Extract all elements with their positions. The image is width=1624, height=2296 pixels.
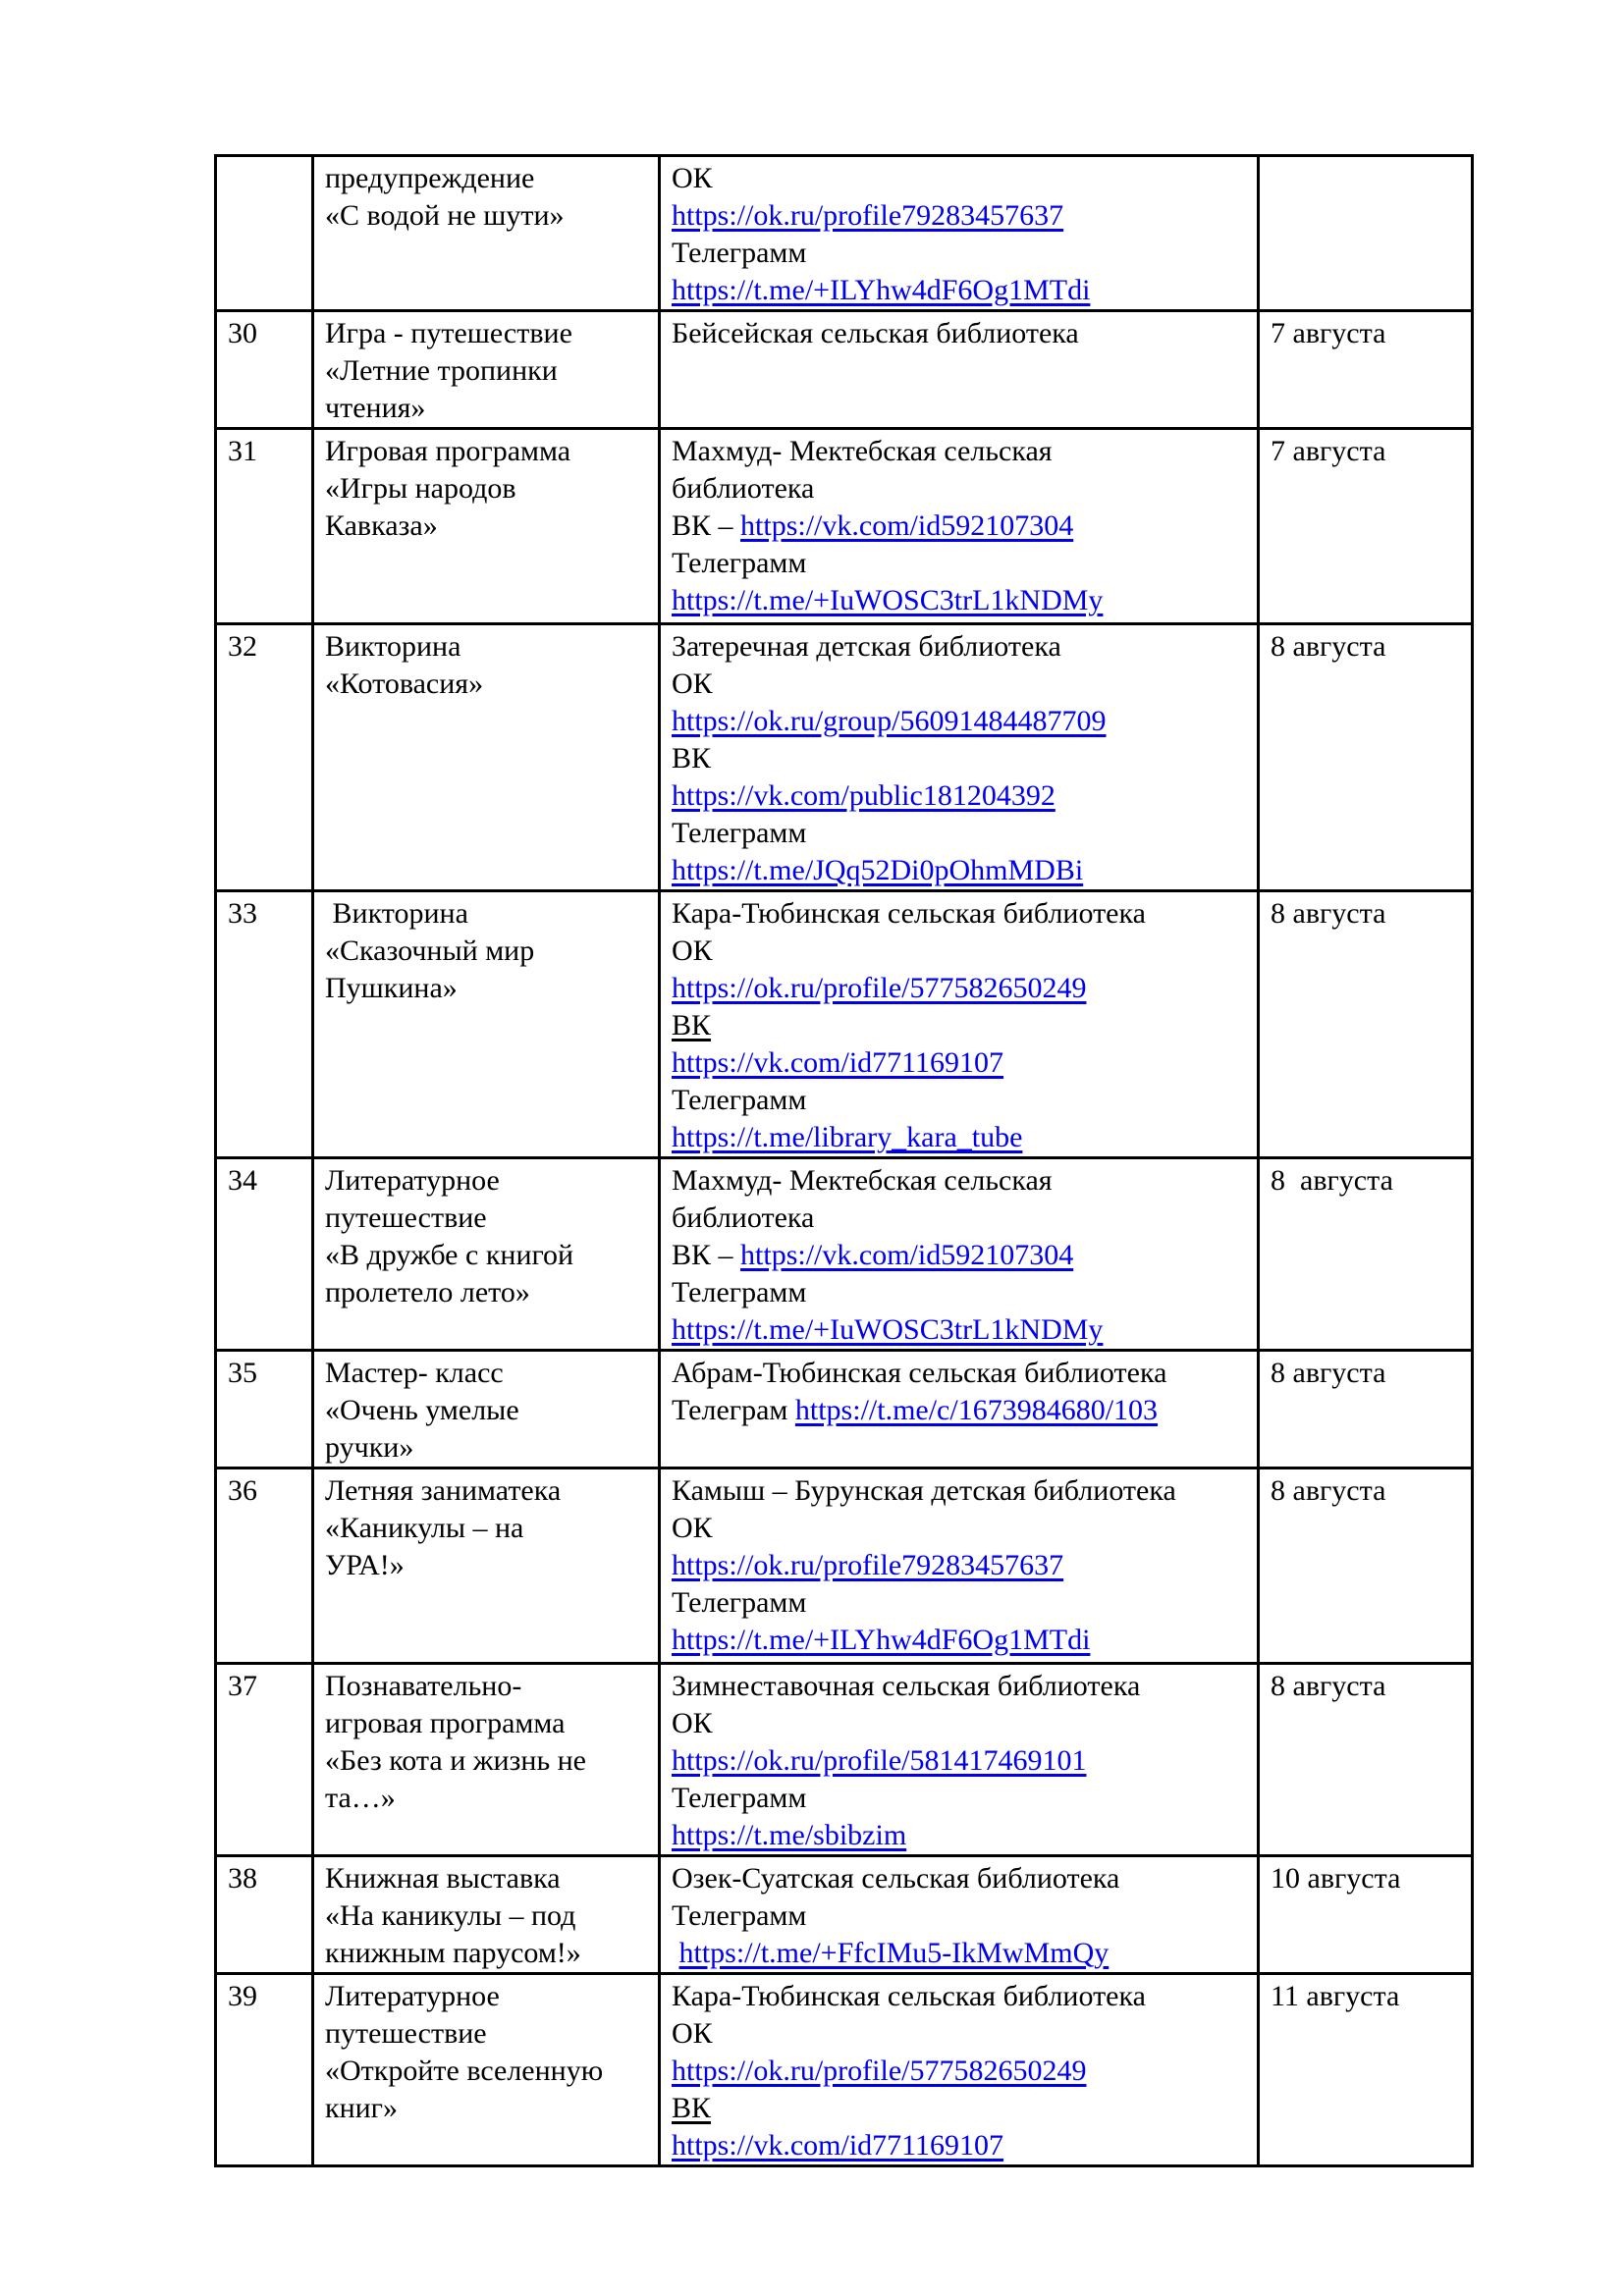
- event-name-cell: [313, 624, 660, 891]
- date-text: 7 августа: [1271, 317, 1386, 349]
- library-links-cell: [660, 1351, 1259, 1468]
- source-text: Телеграмм: [672, 1782, 807, 1814]
- table-row: [216, 429, 1473, 624]
- source-hyperlink[interactable]: https://t.me/sbibzim: [672, 1819, 907, 1851]
- source-text: [672, 1937, 679, 1969]
- library-links-line: [672, 1742, 1253, 1780]
- library-links-line: [672, 1274, 1253, 1311]
- source-hyperlink[interactable]: https://t.me/+ILYhw4dF6Og1MTdi: [672, 1624, 1091, 1656]
- source-text: ВК –: [672, 1239, 741, 1271]
- event-name-cell: [313, 311, 660, 429]
- source-hyperlink[interactable]: https://vk.com/id771169107: [672, 2129, 1004, 2162]
- source-text: Озек-Суатская сельская библиотека: [672, 1862, 1120, 1895]
- library-links-cell: [660, 1468, 1259, 1664]
- library-links-line: [672, 2015, 1253, 2053]
- library-links-cell: [660, 1974, 1259, 2166]
- event-name-line: УРА!»: [325, 1549, 405, 1581]
- library-links-line: [672, 1860, 1253, 1897]
- library-links-cell: [660, 1158, 1259, 1351]
- source-hyperlink[interactable]: https://t.me/+IuWOSC3trL1kNDMy: [672, 1313, 1104, 1346]
- library-links-line: [672, 433, 1253, 470]
- source-text: Абрам-Тюбинская сельская библиотека: [672, 1357, 1167, 1389]
- source-text: библиотека: [672, 1201, 815, 1234]
- row-number-cell: [216, 1974, 313, 2166]
- event-name-line: путешествие: [325, 2017, 487, 2050]
- event-name-line: предупреждение: [325, 162, 535, 194]
- date-cell: [1259, 891, 1473, 1158]
- row-number: 33: [228, 897, 257, 930]
- library-links-line: [672, 1392, 1253, 1429]
- source-text: Телеграмм: [672, 1084, 807, 1116]
- source-text: Телеграмм: [672, 817, 807, 849]
- source-text: ОК: [672, 1707, 713, 1739]
- source-hyperlink[interactable]: https://ok.ru/profile/577582650249: [672, 2055, 1087, 2087]
- event-name-line: та…»: [325, 1782, 396, 1814]
- library-links-cell: [660, 624, 1259, 891]
- library-links-line: [672, 235, 1253, 272]
- library-links-cell: [660, 429, 1259, 624]
- source-hyperlink[interactable]: https://t.me/+ILYhw4dF6Og1MTdi: [672, 274, 1091, 306]
- date-cell: [1259, 1974, 1473, 2166]
- date-cell: [1259, 1664, 1473, 1856]
- library-links-line: [672, 1817, 1253, 1854]
- source-text: библиотека: [672, 472, 815, 505]
- library-links-line: [672, 470, 1253, 507]
- event-name-line: «Игры народов: [325, 472, 516, 505]
- date-text: 8 августа: [1271, 630, 1386, 663]
- event-name-line: «На каникулы – под: [325, 1899, 576, 1932]
- event-name-line: «В дружбе с книгой: [325, 1239, 574, 1271]
- library-links-line: [672, 1082, 1253, 1119]
- library-links-line: [672, 545, 1253, 582]
- source-hyperlink[interactable]: https://t.me/+FfcIMu5-IkMwMmQy: [678, 1937, 1110, 1969]
- date-text: 8 августа: [1271, 897, 1386, 930]
- row-number-cell: [216, 1158, 313, 1351]
- library-links-line: [672, 1510, 1253, 1547]
- row-number-cell: [216, 891, 313, 1158]
- event-name-line: Игра - путешествие: [325, 317, 572, 349]
- date-text: 8 августа: [1271, 1670, 1386, 1702]
- event-name-cell: [313, 1974, 660, 2166]
- source-text: ВК: [672, 742, 712, 774]
- source-text: ОК: [672, 1512, 713, 1544]
- library-links-line: [672, 1935, 1253, 1972]
- date-cell: [1259, 429, 1473, 624]
- library-links-line: [672, 582, 1253, 619]
- row-number: 34: [228, 1164, 257, 1197]
- date-cell: [1259, 1351, 1473, 1468]
- date-text: 10 августа: [1271, 1862, 1401, 1895]
- source-text: ОК: [672, 934, 713, 967]
- event-name-line: «Котовасия»: [325, 667, 484, 700]
- library-links-cell: [660, 311, 1259, 429]
- library-links-line: [672, 160, 1253, 197]
- event-name-line: Викторина: [325, 897, 468, 930]
- source-hyperlink-black[interactable]: ВК: [672, 1009, 712, 1041]
- library-links-line: [672, 1162, 1253, 1200]
- table-row: [216, 891, 1473, 1158]
- library-links-cell: [660, 156, 1259, 311]
- date-text: 8 августа: [1271, 1164, 1393, 1197]
- date-cell: [1259, 1856, 1473, 1974]
- row-number-cell: [216, 1856, 313, 1974]
- library-links-line: [672, 1007, 1253, 1044]
- source-hyperlink[interactable]: https://ok.ru/profile79283457637: [672, 199, 1064, 232]
- event-name-line: Познавательно-: [325, 1670, 522, 1702]
- source-text: ВК –: [672, 509, 741, 542]
- row-number-cell: [216, 311, 313, 429]
- library-links-line: [672, 703, 1253, 740]
- event-name-cell: [313, 156, 660, 311]
- event-name-cell: [313, 891, 660, 1158]
- library-links-line: [672, 1622, 1253, 1659]
- event-name-line: книг»: [325, 2092, 398, 2124]
- table-row: [216, 1468, 1473, 1664]
- event-name-cell: [313, 1351, 660, 1468]
- event-name-line: Кавказа»: [325, 509, 438, 542]
- event-name-cell: [313, 1664, 660, 1856]
- event-name-line: Литературное: [325, 1164, 500, 1197]
- date-cell: [1259, 311, 1473, 429]
- row-number-cell: [216, 624, 313, 891]
- row-number: 37: [228, 1670, 257, 1702]
- library-links-line: [672, 777, 1253, 815]
- source-text: Телеграмм: [672, 237, 807, 269]
- table-row: [216, 624, 1473, 891]
- date-text: 8 августа: [1271, 1357, 1386, 1389]
- source-text: Кара-Тюбинская сельская библиотека: [672, 897, 1146, 930]
- row-number: 36: [228, 1474, 257, 1507]
- event-name-line: Игровая программа: [325, 435, 571, 467]
- library-links-line: [672, 315, 1253, 352]
- row-number-cell: [216, 156, 313, 311]
- event-name-line: чтения»: [325, 392, 426, 424]
- event-name-cell: [313, 1468, 660, 1664]
- library-links-cell: [660, 891, 1259, 1158]
- library-links-line: [672, 1547, 1253, 1584]
- library-links-line: [672, 895, 1253, 933]
- date-text: 8 августа: [1271, 1474, 1386, 1507]
- table-row: [216, 311, 1473, 429]
- library-links-cell: [660, 1856, 1259, 1974]
- row-number: 38: [228, 1862, 257, 1895]
- source-hyperlink[interactable]: https://ok.ru/profile/577582650249: [672, 972, 1087, 1004]
- library-links-line: [672, 1780, 1253, 1817]
- table-row: [216, 1664, 1473, 1856]
- source-text: Телеграмм: [672, 547, 807, 579]
- library-links-line: [672, 1584, 1253, 1622]
- event-name-line: «Очень умелые: [325, 1394, 519, 1426]
- library-links-line: [672, 2053, 1253, 2090]
- row-number-cell: [216, 1664, 313, 1856]
- library-links-line: [672, 272, 1253, 309]
- table-row: [216, 1856, 1473, 1974]
- library-links-line: [672, 1237, 1253, 1274]
- row-number: 32: [228, 630, 257, 663]
- event-name-line: Литературное: [325, 1980, 500, 2012]
- source-text: ОК: [672, 162, 713, 194]
- source-hyperlink[interactable]: https://vk.com/id592107304: [740, 1239, 1074, 1271]
- date-cell: [1259, 1468, 1473, 1664]
- library-links-line: [672, 1668, 1253, 1705]
- row-number-cell: [216, 1468, 313, 1664]
- event-name-line: Пушкина»: [325, 972, 458, 1004]
- event-name-line: книжным парусом!»: [325, 1937, 581, 1969]
- source-text: Бейсейская сельская библиотека: [672, 317, 1079, 349]
- event-name-line: «Сказочный мир: [325, 934, 535, 967]
- library-links-line: [672, 852, 1253, 889]
- event-name-line: Викторина: [325, 630, 461, 663]
- source-text: Телеграмм: [672, 1586, 807, 1619]
- event-name-line: пролетело лето»: [325, 1276, 530, 1308]
- library-links-line: [672, 1705, 1253, 1742]
- event-name-line: Мастер- класс: [325, 1357, 504, 1389]
- source-text: Кара-Тюбинская сельская библиотека: [672, 1980, 1146, 2012]
- source-text: Телеграмм: [672, 1899, 807, 1932]
- library-links-line: [672, 1355, 1253, 1392]
- library-links-line: [672, 1472, 1253, 1510]
- source-text: Камыш – Бурунская детская библиотека: [672, 1474, 1176, 1507]
- event-name-line: игровая программа: [325, 1707, 566, 1739]
- source-hyperlink[interactable]: https://vk.com/id771169107: [672, 1046, 1004, 1079]
- table-row: [216, 1158, 1473, 1351]
- events-schedule-table: [214, 154, 1474, 2167]
- table-row: [216, 156, 1473, 311]
- library-links-line: [672, 1200, 1253, 1237]
- library-links-line: [672, 1119, 1253, 1156]
- source-hyperlink[interactable]: https://t.me/JQq52Di0pOhmMDBi: [672, 854, 1084, 886]
- date-text: 7 августа: [1271, 435, 1386, 467]
- table-row: [216, 1351, 1473, 1468]
- event-name-line: путешествие: [325, 1201, 487, 1234]
- row-number: 31: [228, 435, 257, 467]
- date-text: 11 августа: [1271, 1980, 1400, 2012]
- library-links-cell: [660, 1664, 1259, 1856]
- event-name-line: Книжная выставка: [325, 1862, 561, 1895]
- event-name-line: «С водой не шути»: [325, 199, 565, 232]
- source-text: Махмуд- Мектебская сельская: [672, 435, 1053, 467]
- source-hyperlink[interactable]: https://ok.ru/group/56091484487709: [672, 705, 1107, 737]
- event-name-line: «Каникулы – на: [325, 1512, 524, 1544]
- source-text: ОК: [672, 667, 713, 700]
- source-text: Зимнеставочная сельская библиотека: [672, 1670, 1141, 1702]
- source-hyperlink[interactable]: https://t.me/library_kara_tube: [672, 1121, 1023, 1153]
- library-links-line: [672, 815, 1253, 852]
- row-number: 35: [228, 1357, 257, 1389]
- event-name-cell: [313, 1158, 660, 1351]
- date-cell: [1259, 624, 1473, 891]
- library-links-line: [672, 2090, 1253, 2127]
- library-links-line: [672, 1044, 1253, 1082]
- source-hyperlink-black[interactable]: ВК: [672, 2092, 712, 2124]
- library-links-line: [672, 2127, 1253, 2164]
- source-text: Телеграм: [672, 1394, 795, 1426]
- source-hyperlink[interactable]: https://t.me/c/1673984680/103: [794, 1394, 1159, 1426]
- library-links-line: [672, 1978, 1253, 2015]
- source-text: ОК: [672, 2017, 713, 2050]
- source-hyperlink[interactable]: https://vk.com/id592107304: [740, 509, 1074, 542]
- library-links-line: [672, 666, 1253, 703]
- library-links-line: [672, 970, 1253, 1007]
- date-cell: [1259, 1158, 1473, 1351]
- source-text: Махмуд- Мектебская сельская: [672, 1164, 1053, 1197]
- source-text: Затеречная детская библиотека: [672, 630, 1061, 663]
- event-name-line: «Откройте вселенную: [325, 2055, 604, 2087]
- row-number-cell: [216, 1351, 313, 1468]
- library-links-line: [672, 628, 1253, 666]
- event-name-line: Летняя заниматека: [325, 1474, 562, 1507]
- event-name-cell: [313, 1856, 660, 1974]
- event-name-line: «Без кота и жизнь не: [325, 1744, 587, 1777]
- event-name-cell: [313, 429, 660, 624]
- library-links-line: [672, 1897, 1253, 1935]
- event-name-line: «Летние тропинки: [325, 354, 558, 387]
- source-text: Телеграмм: [672, 1276, 807, 1308]
- library-links-line: [672, 740, 1253, 777]
- source-hyperlink[interactable]: https://vk.com/public181204392: [672, 779, 1056, 812]
- library-links-line: [672, 507, 1253, 545]
- row-number: 39: [228, 1980, 257, 2012]
- event-name-line: ручки»: [325, 1431, 414, 1464]
- library-links-line: [672, 197, 1253, 235]
- date-cell: [1259, 156, 1473, 311]
- source-hyperlink[interactable]: https://t.me/+IuWOSC3trL1kNDMy: [672, 584, 1104, 616]
- row-number-cell: [216, 429, 313, 624]
- table-row: [216, 1974, 1473, 2166]
- row-number: 30: [228, 317, 257, 349]
- source-hyperlink[interactable]: https://ok.ru/profile/581417469101: [672, 1744, 1087, 1777]
- source-hyperlink[interactable]: https://ok.ru/profile79283457637: [672, 1549, 1064, 1581]
- library-links-line: [672, 1311, 1253, 1349]
- library-links-line: [672, 933, 1253, 970]
